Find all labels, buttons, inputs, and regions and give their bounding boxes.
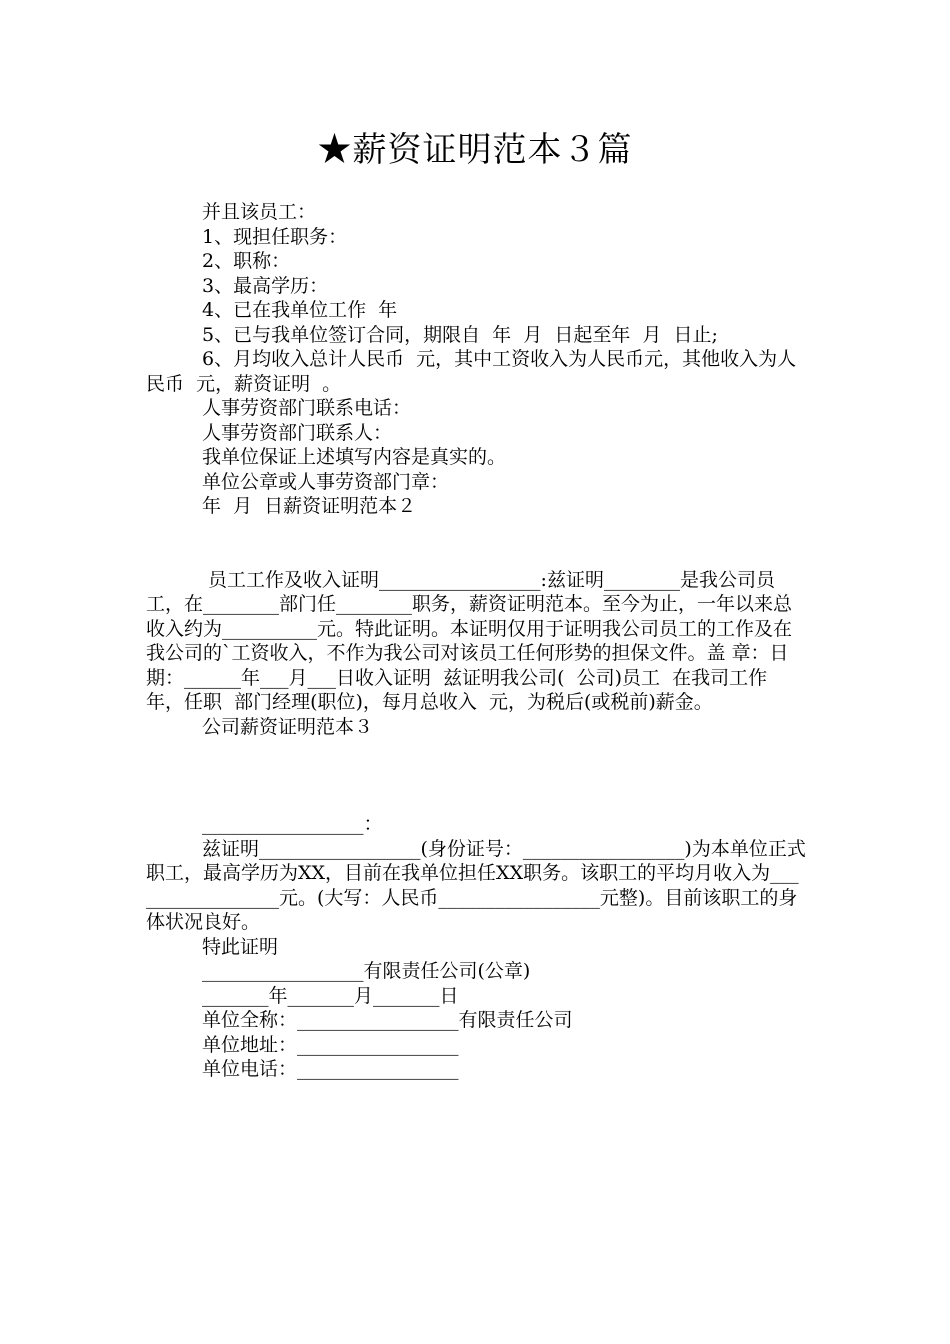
text-line: 人事劳资部门联系人： [202, 421, 393, 444]
text-line: 单位公章或人事劳资部门章： [202, 470, 450, 493]
text-line: 3、最高学历： [202, 274, 329, 297]
company-seal-line: _________________有限责任公司(公章) [202, 960, 531, 982]
text-line: 5、已与我单位签订合同，期限自 年 月 日起至年 月 日止; [202, 323, 718, 346]
section2-paragraph: 员工工作及收入证明_________________:兹证明________是我公司员工，在________部门任________职务，薪资证明范本。至今为止，一年以来总收入约为__________元。特此证明。本证明仅用于证明我公司员工的工作及在我公司的`工资收入，不作为我公司对该员工任何形势的担保文件。盖 章：日 期：______年___月___日收入证明 兹证明我公司( 公司)员工 在我司工作 年，任职 部门经理(职位)，每月总收入 元，为税后(或税前)薪金。 [146, 568, 795, 713]
unit-phone-line: 单位电话：_________________ [202, 1058, 459, 1080]
spacer [146, 519, 806, 568]
date-line: _______年_______月_______日 [202, 984, 459, 1007]
text-line: 年 月 日薪资证明范本２ [202, 495, 417, 517]
closing-line: 特此证明 [202, 935, 279, 958]
text-line: 4、已在我单位工作 年 [202, 299, 398, 321]
addressee-line: _________________： [202, 813, 383, 835]
spacer [146, 739, 806, 812]
text-line: 并且该员工： [202, 201, 317, 223]
text-line: 1、现担任职务： [202, 225, 348, 248]
section3-paragraph: 兹证明_________________(身份证号：_________________)为本单位正式职工，最高学历为XX，目前在我单位担任XX职务。该职工的平均月收入为_________________元。(大写：人民币_________________元整)。目前该职工的身体状况良好。 [146, 837, 806, 933]
section3-heading: 公司薪资证明范本３ [202, 715, 374, 738]
document-title: ★薪资证明范本３篇 [317, 130, 633, 170]
text-line: 2、职称： [202, 250, 291, 272]
unit-name-line: 单位全称：_________________有限责任公司 [202, 1009, 573, 1031]
unit-address-line: 单位地址：_________________ [202, 1033, 459, 1056]
document-body [146, 200, 806, 1082]
text-line: 人事劳资部门联系电话： [202, 397, 412, 419]
text-paragraph: 6、月均收入总计人民币 元，其中工资收入为人民币元，其他收入为人民币 元，薪资证明 。 [146, 348, 797, 395]
text-line: 我单位保证上述填写内容是真实的。 [202, 446, 507, 468]
